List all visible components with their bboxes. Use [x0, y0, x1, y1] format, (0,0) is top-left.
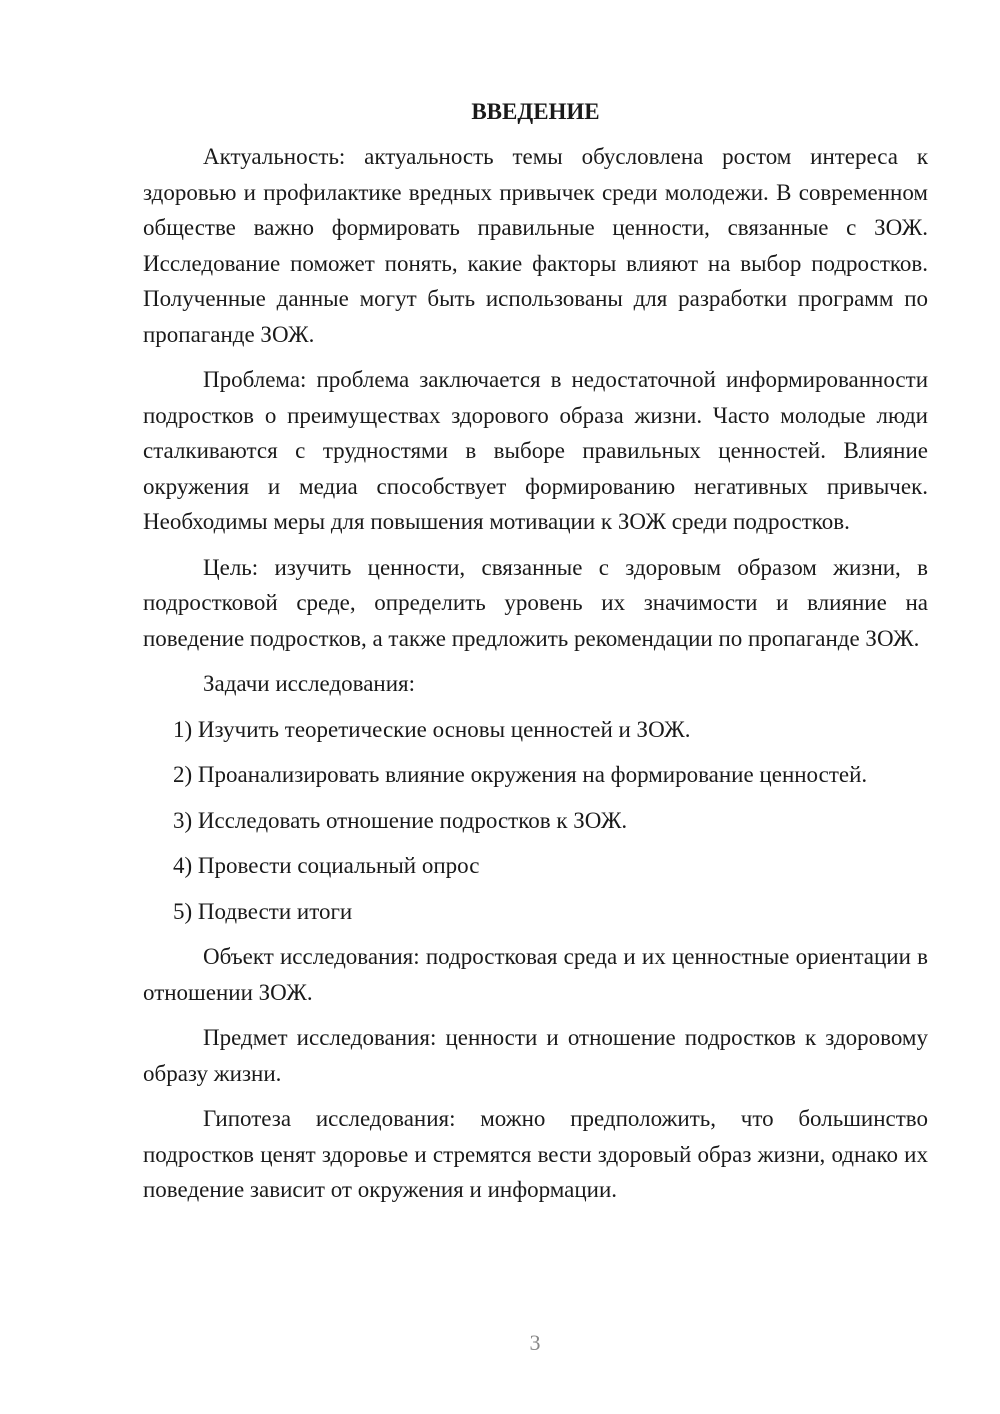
task-item-1: 1) Изучить теоретические основы ценностей и ЗОЖ. — [173, 716, 691, 742]
task-item-2: 2) Проанализировать влияние окружения на формирование ценностей. — [173, 762, 868, 787]
task-item-5: 5) Подвести итоги — [173, 898, 353, 924]
page-number: 3 — [529, 1330, 541, 1355]
hypothesis-paragraph: Гипотеза исследования: можно предположить, что большинство подростков ценят здоровье и стремятся вести здоровый образ жизни, однако их поведение зависит от окружения и информации. — [143, 1106, 928, 1202]
relevance-paragraph: Актуальность: актуальность темы обусловлена ростом интереса к здоровью и профилактике вредных привычек среди молодежи. В современном обществе важно формировать правильные ценности, связанные с ЗОЖ. Исследование поможет понять, какие факторы влияют на выбор подростков. Полученные данные могут быть использованы для разработки программ по пропаганде ЗОЖ. — [143, 144, 928, 347]
object-paragraph: Объект исследования: подростковая среда и их ценностные ориентации в отношении ЗОЖ. — [143, 944, 928, 1005]
problem-paragraph: Проблема: проблема заключается в недостаточной информированности подростков о преимуществах здорового образа жизни. Часто молодые люди сталкиваются с трудностями в выборе правильных ценностей. Влияние окружения и медиа способствует формированию негативных привычек. Необходимы меры для повышения мотивации к ЗОЖ среди подростков. — [143, 367, 928, 534]
subject-paragraph: Предмет исследования: ценности и отношение подростков к здоровому образу жизни. — [143, 1025, 928, 1086]
document-title: ВВЕДЕНИЕ — [471, 99, 600, 124]
task-item-4: 4) Провести социальный опрос — [173, 853, 480, 878]
document-page — [143, 95, 928, 1218]
task-item-3: 3) Исследовать отношение подростков к ЗОЖ. — [173, 807, 628, 833]
goal-paragraph: Цель: изучить ценности, связанные с здоровым образом жизни, в подростковой среде, определить уровень их значимости и влияние на поведение подростков, а также предложить рекомендации по пропаганде ЗОЖ. — [143, 554, 928, 651]
tasks-heading: Задачи исследования: — [203, 671, 416, 696]
